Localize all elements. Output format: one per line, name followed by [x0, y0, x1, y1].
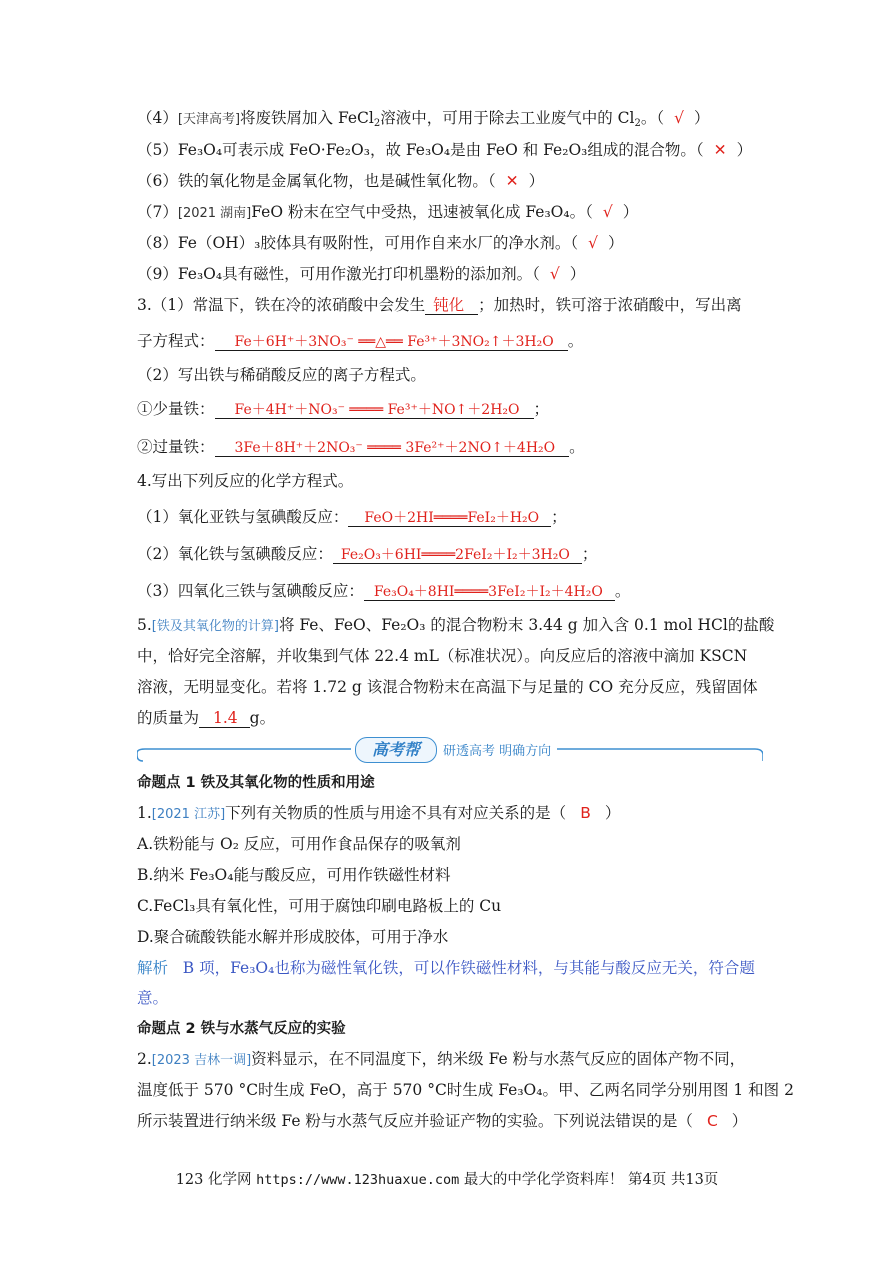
topic2-line1	[137, 1048, 745, 1072]
analysis-line2	[137, 987, 168, 1009]
answer-blank: Fe₂O₃＋6HI════2FeI₂＋I₂＋3H₂O	[333, 547, 582, 564]
topic2-line3	[137, 1110, 747, 1132]
q3-line5	[137, 436, 585, 459]
question-text: 温度低于 570 °C时生成 FeO，高于 570 °C时生成 Fe₃O₄。甲、乙两名同学分别用图 1 和图 2	[137, 1081, 794, 1099]
topic1-heading	[137, 772, 375, 794]
question-text: 4.写出下列反应的化学方程式。	[137, 472, 354, 490]
analysis-label: 解析	[137, 959, 169, 977]
footer-page-info: 最大的中学化学资料库！ 第4页 共13页	[459, 1172, 719, 1188]
heading-text: 命题点 2 铁与水蒸气反应的实验	[137, 1021, 346, 1037]
check-mark-icon: √	[674, 109, 685, 127]
item-number: （8）	[137, 234, 178, 252]
topic-tag: [铁及其氧化物的计算]	[151, 619, 279, 634]
question-text: ②过量铁：	[137, 438, 215, 456]
cross-mark-icon: ✕	[505, 172, 519, 190]
item-7	[137, 201, 638, 225]
question-text: 的质量为	[137, 709, 200, 727]
bracket-close: ）	[569, 265, 586, 283]
subscript: 2	[634, 118, 641, 129]
question-text: 溶液，无明显变化。若将 1.72 g 该混合物粉末在高温下与足量的 CO 充分反应，残留固体	[137, 678, 758, 696]
option-text: B.纳米 Fe₃O₄能与酸反应，可用作铁磁性材料	[137, 866, 451, 884]
bracket-close: ）	[604, 804, 621, 822]
option-d	[137, 926, 448, 948]
question-text: 所示装置进行纳米级 Fe 粉与水蒸气反应并验证产物的实验。下列说法错误的是（	[137, 1112, 693, 1130]
item-9	[137, 263, 585, 285]
footer-site: 123 化学网	[175, 1172, 257, 1188]
q4-line3	[137, 580, 630, 603]
q5-line1	[137, 614, 774, 638]
bracket-close: ）	[608, 234, 624, 252]
option-text: A.铁粉能与 O₂ 反应，可用作食品保存的吸氧剂	[137, 835, 461, 853]
q5-line3	[137, 676, 758, 698]
subscript: 2	[373, 118, 381, 129]
item-text: Fe（OH）₃胶体具有吸附性，可用作自来水厂的净水剂。（	[177, 234, 579, 252]
question-text: （1）氧化亚铁与氢碘酸反应：	[137, 508, 349, 526]
item-text: FeO 粉末在空气中受热，迅速被氧化成 Fe₃O₄。（	[251, 203, 593, 221]
bracket-close: ）	[622, 203, 639, 221]
source-tag: [2021 江苏]	[151, 807, 226, 822]
bracket-close: ）	[528, 172, 545, 190]
item-number: （9）	[137, 265, 178, 283]
heading-text: 命题点 1 铁及其氧化物的性质和用途	[137, 775, 375, 791]
question-text: 子方程式：	[137, 332, 215, 350]
question-text: g。	[249, 709, 276, 727]
analysis-text: B 项，Fe₃O₄也称为磁性氧化铁，可以作铁磁性材料，与其能与酸反应无关，符合题	[182, 959, 755, 977]
question-text: 将 Fe、FeO、Fe₂O₃ 的混合物粉末 3.44 g 加入含 0.1 mol HCl的盐酸	[278, 616, 775, 634]
source-tag: [天津高考]	[177, 112, 241, 127]
answer-blank: 1.4	[199, 709, 250, 728]
q3-line2	[137, 330, 583, 353]
item-8	[137, 232, 624, 254]
question-text: （3）四氧化三铁与氢碘酸反应：	[137, 582, 364, 600]
item-4	[137, 107, 710, 135]
source-tag: [2021 湖南]	[177, 206, 252, 221]
question-number: 2.	[137, 1050, 152, 1068]
q4-line2	[137, 543, 597, 566]
check-mark-icon: √	[549, 265, 560, 283]
item-5	[137, 139, 752, 161]
question-text: 资料显示，在不同温度下，纳米级 Fe 粉与水蒸气反应的固体产物不同，	[251, 1050, 746, 1068]
page-footer	[0, 1168, 894, 1189]
banner-title: 高考帮	[355, 737, 437, 763]
banner-subtitle: 研透高考 明确方向	[443, 744, 552, 759]
q5-line4	[137, 707, 275, 729]
analysis-line1	[137, 957, 755, 979]
source-tag: [2023 吉林一调]	[151, 1053, 252, 1068]
answer-blank: Fe＋4H⁺＋NO₃⁻ ════ Fe³⁺＋NO↑＋2H₂O	[215, 402, 534, 419]
check-mark-icon: √	[602, 203, 613, 221]
bracket-close: ）	[736, 141, 753, 159]
q5-line2	[137, 645, 747, 667]
bracket-close: ）	[694, 109, 710, 127]
answer-blank: Fe₃O₄＋8HI════3FeI₂＋I₂＋4H₂O	[364, 584, 615, 601]
bracket-close: ）	[731, 1112, 748, 1130]
item-number: （6）	[137, 172, 178, 190]
answer-blank: 3Fe＋8H⁺＋2NO₃⁻ ════ 3Fe²⁺＋2NO↑＋4H₂O	[215, 440, 570, 457]
item-text: 将废铁屑加入 FeCl	[240, 109, 374, 127]
option-a	[137, 833, 461, 855]
question-text: 中，恰好完全溶解，并收集到气体 22.4 mL（标准状况）。向反应后的溶液中滴加 KSCN	[137, 647, 748, 665]
answer-letter: B	[580, 804, 591, 822]
question-number: 5.	[137, 616, 152, 634]
topic2-heading	[137, 1018, 346, 1040]
footer-link[interactable]: https://www.123huaxue.com	[256, 1172, 460, 1188]
q3-line4	[137, 398, 549, 421]
question-text: ①少量铁：	[137, 400, 215, 418]
q3-line3	[137, 364, 426, 386]
option-text: D.聚合硫酸铁能水解并形成胶体，可用于净水	[137, 928, 449, 946]
check-mark-icon: √	[588, 234, 599, 252]
answer-blank: Fe＋6H⁺＋3NO₃⁻ ══△══ Fe³⁺＋3NO₂↑＋3H₂O	[215, 334, 568, 351]
item-text: Fe₃O₄可表示成 FeO·Fe₂O₃，故 Fe₃O₄是由 FeO 和 Fe₂O₃组成的混合物。（	[177, 141, 704, 159]
question-text: 下列有关物质的性质与用途不具有对应关系的是（	[225, 804, 567, 822]
item-6	[137, 170, 544, 192]
question-text: 3.（1）常温下，铁在冷的浓硝酸中会发生	[137, 296, 426, 314]
answer-blank: 钝化	[425, 296, 478, 315]
question-text: ；	[551, 508, 567, 526]
item-number: （7）	[137, 203, 178, 221]
option-b	[137, 864, 450, 886]
item-number: （5）	[137, 141, 178, 159]
q4-title	[137, 470, 353, 492]
question-number: 1.	[137, 804, 152, 822]
question-text: 。	[567, 332, 584, 350]
answer-blank: FeO＋2HI════FeI₂＋H₂O	[348, 510, 551, 527]
question-text: 。	[569, 438, 585, 456]
answer-letter: C	[706, 1112, 718, 1130]
question-text: ；	[533, 400, 550, 418]
question-text: ；加热时，铁可溶于浓硝酸中，写出离	[478, 296, 742, 314]
question-text: 。	[614, 582, 631, 600]
item-text: 铁的氧化物是金属氧化物，也是碱性氧化物。（	[177, 172, 496, 190]
item-number: （4）	[137, 109, 178, 127]
cross-mark-icon: ✕	[713, 141, 727, 159]
question-text: （2）氧化铁与氢碘酸反应：	[137, 545, 333, 563]
item-text: Fe₃O₄具有磁性，可用作激光打印机墨粉的添加剂。（	[177, 265, 540, 283]
q4-line1	[137, 506, 567, 529]
analysis-text: 意。	[137, 989, 169, 1007]
option-c	[137, 895, 501, 917]
question-text: （2）写出铁与稀硝酸反应的离子方程式。	[137, 366, 426, 384]
item-text-tail: 溶液中，可用于除去工业废气中的 Cl	[380, 109, 635, 127]
option-text: C.FeCl₃具有氧化性，可用于腐蚀印刷电路板上的 Cu	[137, 897, 502, 915]
question-text: ；	[581, 545, 598, 563]
topic2-line2	[137, 1079, 794, 1101]
section-banner	[137, 737, 763, 763]
item-text-tail: 。（	[640, 109, 665, 127]
topic1-question	[137, 802, 620, 826]
q3-line1	[137, 294, 742, 316]
